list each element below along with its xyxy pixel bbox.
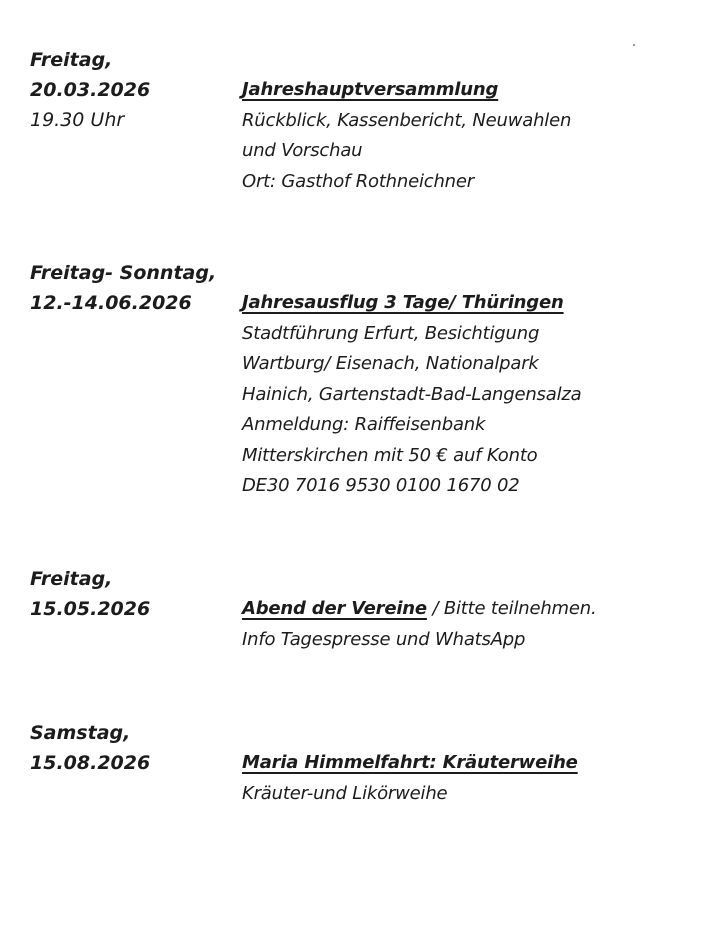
event-detail-line: Rückblick, Kassenbericht, Neuwahlen	[242, 109, 572, 131]
event-date-block	[30, 718, 235, 778]
event-date: 12.-14.06.2026	[30, 292, 192, 314]
event-time: 19.30 Uhr	[30, 109, 125, 131]
event-detail-line: und Vorschau	[242, 140, 363, 161]
event-detail-line: Ort: Gasthof Rothneichner	[242, 170, 474, 192]
event-date-block	[30, 45, 235, 135]
event-date: 15.05.2026	[30, 598, 151, 620]
scan-speck	[633, 44, 635, 46]
event-detail-line: Mitterskirchen mit 50 € auf Konto	[242, 444, 538, 466]
event-title: Jahreshauptversammlung	[242, 79, 499, 100]
event-detail-line: Kräuter-und Likörweihe	[242, 782, 448, 804]
event-detail-line: DE30 7016 9530 0100 1670 02	[242, 475, 520, 496]
event-date: 20.03.2026	[30, 79, 151, 101]
event-weekday: Freitag- Sonntag,	[30, 262, 217, 284]
event-detail-line: Wartburg/ Eisenach, Nationalpark	[242, 353, 539, 374]
event-weekday: Freitag,	[30, 568, 113, 590]
event-title: Abend der Vereine / Bitte teilnehmen.	[242, 598, 597, 619]
event-title: Jahresausflug 3 Tage/ Thüringen	[242, 292, 564, 313]
event-description	[242, 288, 712, 502]
event-description	[242, 75, 712, 197]
event-weekday: Freitag,	[30, 49, 113, 71]
event-detail-line: Info Tagespresse und WhatsApp	[242, 628, 526, 650]
event-detail-line: Hainich, Gartenstadt-Bad-Langensalza	[242, 383, 582, 405]
event-date-block	[30, 258, 235, 318]
event-detail-line: Anmeldung: Raiffeisenbank	[242, 414, 486, 435]
event-detail-line: Stadtführung Erfurt, Besichtigung	[242, 322, 540, 344]
event-title-note: / Bitte teilnehmen.	[426, 598, 597, 619]
event-description	[242, 748, 712, 809]
event-weekday: Samstag,	[30, 722, 131, 744]
event-date: 15.08.2026	[30, 752, 151, 774]
event-description	[242, 594, 712, 655]
event-title: Maria Himmelfahrt: Kräuterweihe	[242, 752, 578, 773]
event-date-block	[30, 564, 235, 624]
